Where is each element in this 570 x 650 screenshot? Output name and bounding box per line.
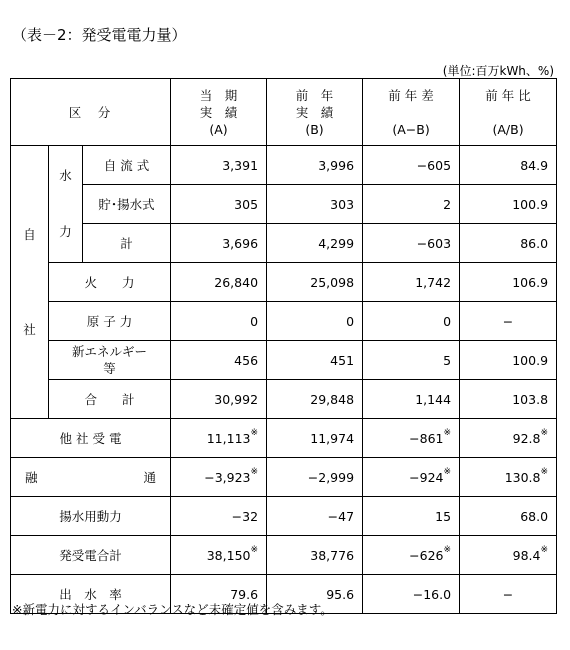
row-label: 融 通 [11,458,171,497]
row-label: 計 [83,224,171,263]
cell-current: 79.6 [171,575,267,614]
cell-prev: −47 [267,497,363,536]
cell-prev: 451 [267,341,363,380]
header-current: 当 期 実 績 (A) [171,79,267,146]
cell-diff: −924※ [363,458,460,497]
cell-current: 3,696 [171,224,267,263]
row-label: 自 流 式 [83,146,171,185]
cell-prev: 38,776 [267,536,363,575]
cell-ratio: 130.8※ [460,458,557,497]
cell-current: 3,391 [171,146,267,185]
cell-current: 305 [171,185,267,224]
table-row [11,380,557,419]
cell-diff: −861※ [363,419,460,458]
header-ratio: 前 年 比 (A/B) [460,79,557,146]
cell-prev: 0 [267,302,363,341]
cell-diff: −605 [363,146,460,185]
table-row [11,419,557,458]
table-title: （表－2：発受電電力量） [12,26,187,44]
cell-current: −32 [171,497,267,536]
row-label: 貯･揚水式 [83,185,171,224]
cell-prev: 303 [267,185,363,224]
row-label: 原 子 力 [49,302,171,341]
header-diff: 前 年 差 (A−B) [363,79,460,146]
cell-current: 30,992 [171,380,267,419]
cell-prev: 29,848 [267,380,363,419]
table-row [11,224,557,263]
table-row [11,302,557,341]
cell-diff: −16.0 [363,575,460,614]
cell-diff: 5 [363,341,460,380]
table-row [11,497,557,536]
cell-diff: 0 [363,302,460,341]
row-label: 合 計 [49,380,171,419]
row-label: 他 社 受 電 [11,419,171,458]
cell-ratio: 103.8 [460,380,557,419]
group-jisha: 自 社 [11,146,49,419]
cell-prev: 11,974 [267,419,363,458]
cell-prev: 95.6 [267,575,363,614]
header-prev: 前 年 実 績 (B) [267,79,363,146]
row-label: 新エネルギー 等 [49,341,171,380]
cell-diff: 15 [363,497,460,536]
footnote: ※新電力に対するインバランスなど未確定値を含みます。 [12,602,333,617]
cell-ratio: − [460,302,557,341]
cell-prev: 4,299 [267,224,363,263]
table-row [11,146,557,185]
group-suiryoku: 水 力 [49,146,83,263]
cell-ratio: 92.8※ [460,419,557,458]
cell-current: 38,150※ [171,536,267,575]
cell-ratio: 86.0 [460,224,557,263]
cell-prev: 25,098 [267,263,363,302]
cell-ratio: 68.0 [460,497,557,536]
table-row [11,263,557,302]
header-category: 区 分 [11,79,171,146]
table-row [11,458,557,497]
cell-prev: −2,999 [267,458,363,497]
cell-ratio: − [460,575,557,614]
cell-ratio: 98.4※ [460,536,557,575]
cell-ratio: 106.9 [460,263,557,302]
cell-ratio: 100.9 [460,185,557,224]
table-row [11,536,557,575]
cell-current: 26,840 [171,263,267,302]
row-label: 火 力 [49,263,171,302]
cell-diff: 1,144 [363,380,460,419]
cell-ratio: 100.9 [460,341,557,380]
cell-diff: −626※ [363,536,460,575]
cell-current: 456 [171,341,267,380]
cell-current: −3,923※ [171,458,267,497]
cell-diff: 1,742 [363,263,460,302]
row-label: 揚水用動力 [11,497,171,536]
cell-diff: −603 [363,224,460,263]
cell-ratio: 84.9 [460,146,557,185]
header-row [11,79,557,146]
unit-label: (単位:百万kWh、%) [442,64,554,78]
cell-diff: 2 [363,185,460,224]
power-table [10,78,557,614]
table-row [11,185,557,224]
cell-current: 0 [171,302,267,341]
row-label: 出 水 率 [11,575,171,614]
cell-prev: 3,996 [267,146,363,185]
cell-current: 11,113※ [171,419,267,458]
table-row [11,341,557,380]
row-label: 発受電合計 [11,536,171,575]
